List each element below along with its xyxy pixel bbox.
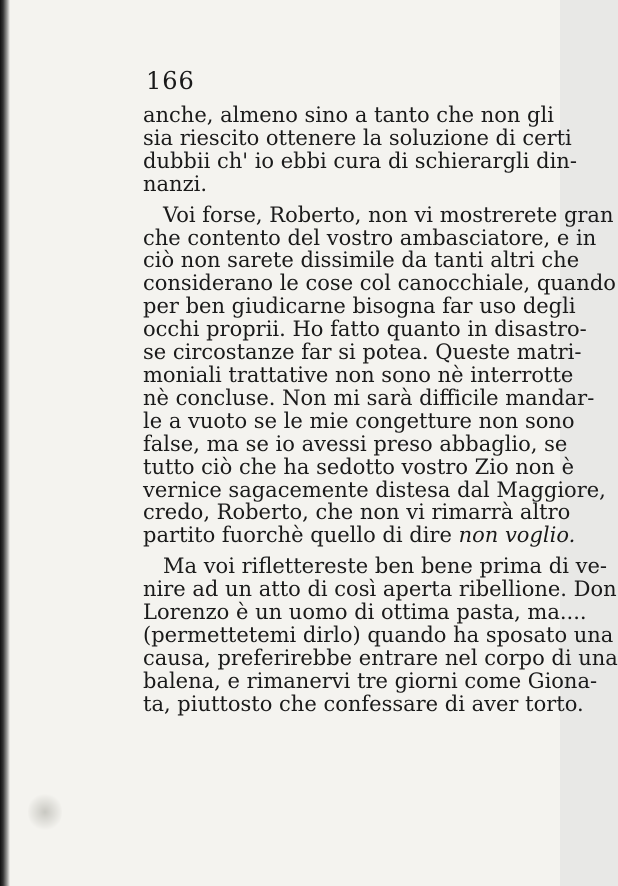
- paper-stain: [28, 792, 62, 832]
- text-line: nè concluse. Non mi sarà difficile mandar-: [143, 385, 595, 410]
- body-text: [143, 103, 618, 716]
- text-line: (permettetemi dirlo) quando ha sposato una: [143, 622, 614, 647]
- text-line-start: partito fuorchè quello di dire: [143, 523, 459, 548]
- text-line: se circostanze far si potea. Queste matri-: [143, 340, 582, 365]
- text-line: Ma voi riflettereste ben bene prima di ve-: [163, 554, 607, 579]
- text-line: che contento del vostro ambasciatore, e in: [143, 225, 597, 250]
- page-number: 166: [146, 67, 195, 95]
- text-line: anche, almeno sino a tanto che non gli: [143, 103, 554, 127]
- text-line: ta, piuttosto che confessare di aver torto.: [143, 691, 584, 716]
- text-line: per ben giudicarne bisogna far uso degli: [143, 294, 576, 319]
- text-line: sia riescito ottenere la soluzione di certi: [143, 125, 572, 150]
- paragraph-3: [143, 554, 618, 716]
- text-line: balena, e rimanervi tre giorni come Giona-: [143, 668, 598, 693]
- text-line: tutto ciò che ha sedotto vostro Zio non è: [143, 454, 575, 479]
- text-line: le a vuoto se le mie congetture non sono: [143, 408, 575, 433]
- text-line: causa, preferirebbe entrare nel corpo di una: [143, 645, 618, 670]
- text-line: [143, 523, 576, 548]
- text-line: false, ma se io avessi preso abbaglio, se: [143, 431, 568, 456]
- text-line: moniali trattative non sono nè interrotte: [143, 362, 574, 387]
- text-line: Voi forse, Roberto, non vi mostrerete gran: [163, 202, 614, 227]
- text-line: nire ad un atto di così aperta ribellione. Don: [143, 577, 617, 602]
- page-binding-edge: [0, 0, 10, 886]
- paragraph-1: [143, 103, 577, 196]
- text-line: vernice sagacemente distesa dal Maggiore,: [143, 477, 606, 502]
- text-line: nanzi.: [143, 171, 208, 196]
- italic-phrase: non voglio.: [458, 523, 576, 548]
- text-line: credo, Roberto, che non vi rimarrà altro: [143, 500, 571, 525]
- text-line: dubbii ch' io ebbi cura di schierargli din-: [143, 148, 577, 173]
- text-line: ciò non sarete dissimile da tanti altri che: [143, 248, 580, 273]
- text-line: considerano le cose col canocchiale, quando: [143, 271, 616, 296]
- paragraph-2: [143, 202, 616, 548]
- text-line: occhi proprii. Ho fatto quanto in disastro-: [143, 317, 587, 342]
- text-line: Lorenzo è un uomo di ottima pasta, ma....: [143, 600, 587, 625]
